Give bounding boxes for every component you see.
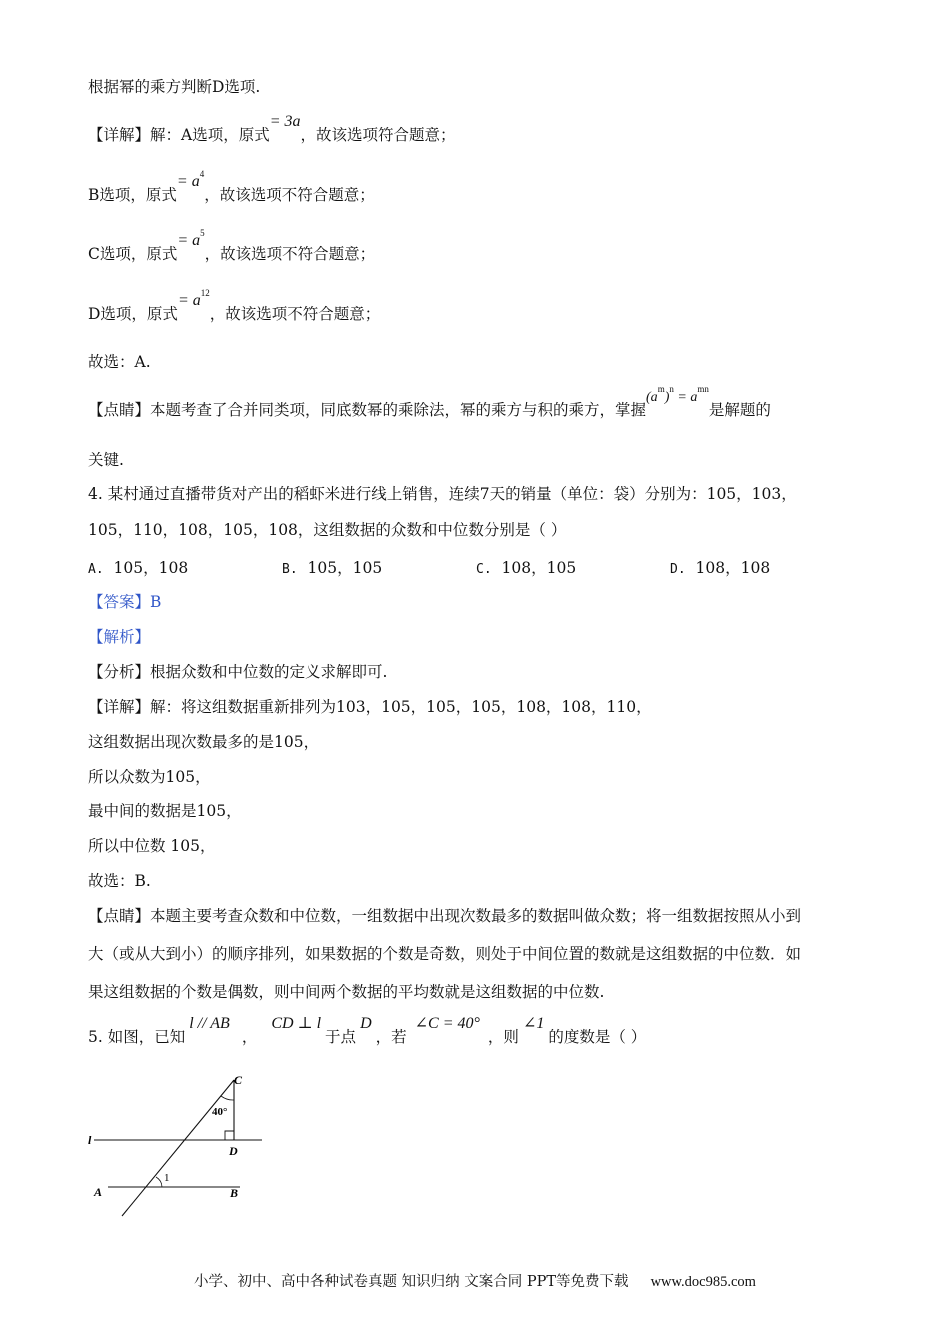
text-segment: ，故该选项不符合题意； — [209, 305, 381, 323]
answer-label: 【答案】B — [88, 593, 162, 611]
math-expression — [646, 384, 709, 405]
text-segment: C选项，原式 — [88, 245, 178, 263]
footer-site-link[interactable]: www.doc985.com — [650, 1274, 756, 1290]
math-expression: D — [360, 1015, 372, 1032]
text-segment: ，故该选项不符合题意； — [204, 186, 375, 204]
option-d — [670, 556, 770, 578]
text-line: 故选：B. — [88, 872, 151, 890]
math-expression: ∠1 — [522, 1015, 545, 1032]
math-expression — [177, 288, 210, 309]
label-l: l — [88, 1133, 92, 1147]
text-line: 最中间的数据是105， — [88, 802, 242, 820]
math-base: = a — [673, 390, 698, 405]
math-exponent: mn — [697, 384, 709, 394]
option-letter: A. — [88, 562, 104, 577]
math-exponent: m — [657, 384, 665, 394]
option-letter: B. — [282, 562, 298, 577]
text-line: 这组数据出现次数最多的是105， — [88, 733, 320, 751]
label-a: A — [94, 1185, 103, 1199]
math-exponent: 12 — [200, 288, 210, 298]
text-segment: 5. 如图，已知 — [88, 1028, 186, 1046]
text-segment: ，则 — [487, 1028, 519, 1046]
text-line: 【点睛】本题主要考查众数和中位数，一组数据中出现次数最多的数据叫做众数；将一组数据按照从小到 — [88, 907, 802, 925]
angle-1-arc — [156, 1177, 162, 1187]
geometry-figure — [80, 1068, 280, 1224]
text-segment: 是解题的 — [708, 401, 771, 419]
option-b — [282, 556, 382, 578]
text-segment: D选项，原式 — [88, 305, 178, 323]
text-segment: ， — [241, 1028, 258, 1046]
math-expression — [177, 228, 205, 249]
math-base: = a — [176, 173, 200, 190]
question-5-text — [88, 1015, 647, 1048]
math-expression — [176, 169, 205, 190]
label-c: C — [234, 1073, 243, 1087]
text-segment: 的度数是（ ） — [548, 1028, 647, 1046]
option-text: 105，108 — [113, 559, 189, 577]
math-base: = a — [177, 292, 201, 309]
math-expression: = 3a — [269, 113, 301, 130]
text-line — [88, 113, 456, 146]
text-line: 故选：A. — [88, 353, 151, 371]
text-segment: ，故该选项符合题意； — [300, 126, 456, 144]
analysis-label: 【解析】 — [88, 628, 151, 646]
math-base: = a — [177, 232, 201, 249]
text-segment: 【点睛】本题考查了合并同类项，同底数幂的乘除法，幂的乘方与积的乘方，掌握 — [88, 401, 647, 419]
footer-text: 小学、初中、高中各种试卷真题 知识归纳 文案合同 PPT等免费下载 — [194, 1274, 629, 1290]
text-line: 果这组数据的个数是偶数，则中间两个数据的平均数就是这组数据的中位数. — [88, 983, 605, 1001]
question-4-text: 105，110，108，105，108，这组数据的众数和中位数分别是（ ） — [88, 521, 567, 539]
label-b: B — [230, 1186, 239, 1200]
math-expression: ∠C = 40° — [414, 1015, 480, 1032]
angle-c-arc — [221, 1096, 234, 1100]
option-text: 108，108 — [695, 559, 771, 577]
text-line — [88, 384, 771, 422]
page-footer — [0, 1270, 950, 1291]
math-base: (a — [646, 390, 658, 405]
math-expression: l // AB — [189, 1015, 230, 1032]
text-segment: B选项，原式 — [88, 186, 177, 204]
text-line — [88, 288, 381, 326]
math-exponent: 4 — [199, 169, 205, 179]
math-exponent: 5 — [200, 228, 205, 238]
text-line: 所以中位数 105， — [88, 837, 216, 855]
text-line: 大（或从大到小）的顺序排列，如果数据的个数是奇数，则处于中间位置的数就是这组数据的中位数．如 — [88, 945, 802, 963]
math-paren: ) — [664, 390, 670, 405]
text-segment: ，若 — [375, 1028, 407, 1046]
option-letter: C. — [476, 562, 492, 577]
transversal-line — [122, 1080, 234, 1216]
text-line: 所以众数为105， — [88, 768, 211, 786]
text-line — [88, 169, 375, 207]
math-exponent: n — [669, 384, 674, 394]
math-expression: CD ⊥ l — [271, 1015, 322, 1032]
option-text: 105，105 — [307, 559, 383, 577]
text-line: 关键. — [88, 451, 124, 469]
text-line: 根据幂的乘方判断D选项. — [88, 78, 261, 96]
text-segment: ，故该选项不符合题意； — [204, 245, 376, 263]
option-text: 108，105 — [501, 559, 577, 577]
text-segment: 于点 — [325, 1028, 357, 1046]
text-line: 【分析】根据众数和中位数的定义求解即可. — [88, 663, 388, 681]
text-segment: 【详解】解：A选项，原式 — [88, 126, 270, 144]
label-1: 1 — [164, 1172, 170, 1184]
option-a — [88, 556, 188, 578]
text-line — [88, 228, 376, 266]
question-4-text: 4. 某村通过直播带货对产出的稻虾米进行线上销售，连续7天的销量（单位：袋）分别为：105，103， — [88, 485, 797, 503]
label-d: D — [229, 1144, 238, 1158]
option-letter: D. — [670, 562, 686, 577]
text-line: 【详解】解：将这组数据重新排列为103，105，105，105，108，108，110， — [88, 698, 652, 716]
right-angle-mark — [225, 1131, 234, 1140]
label-angle-40: 40° — [212, 1106, 228, 1118]
option-c — [476, 556, 576, 578]
